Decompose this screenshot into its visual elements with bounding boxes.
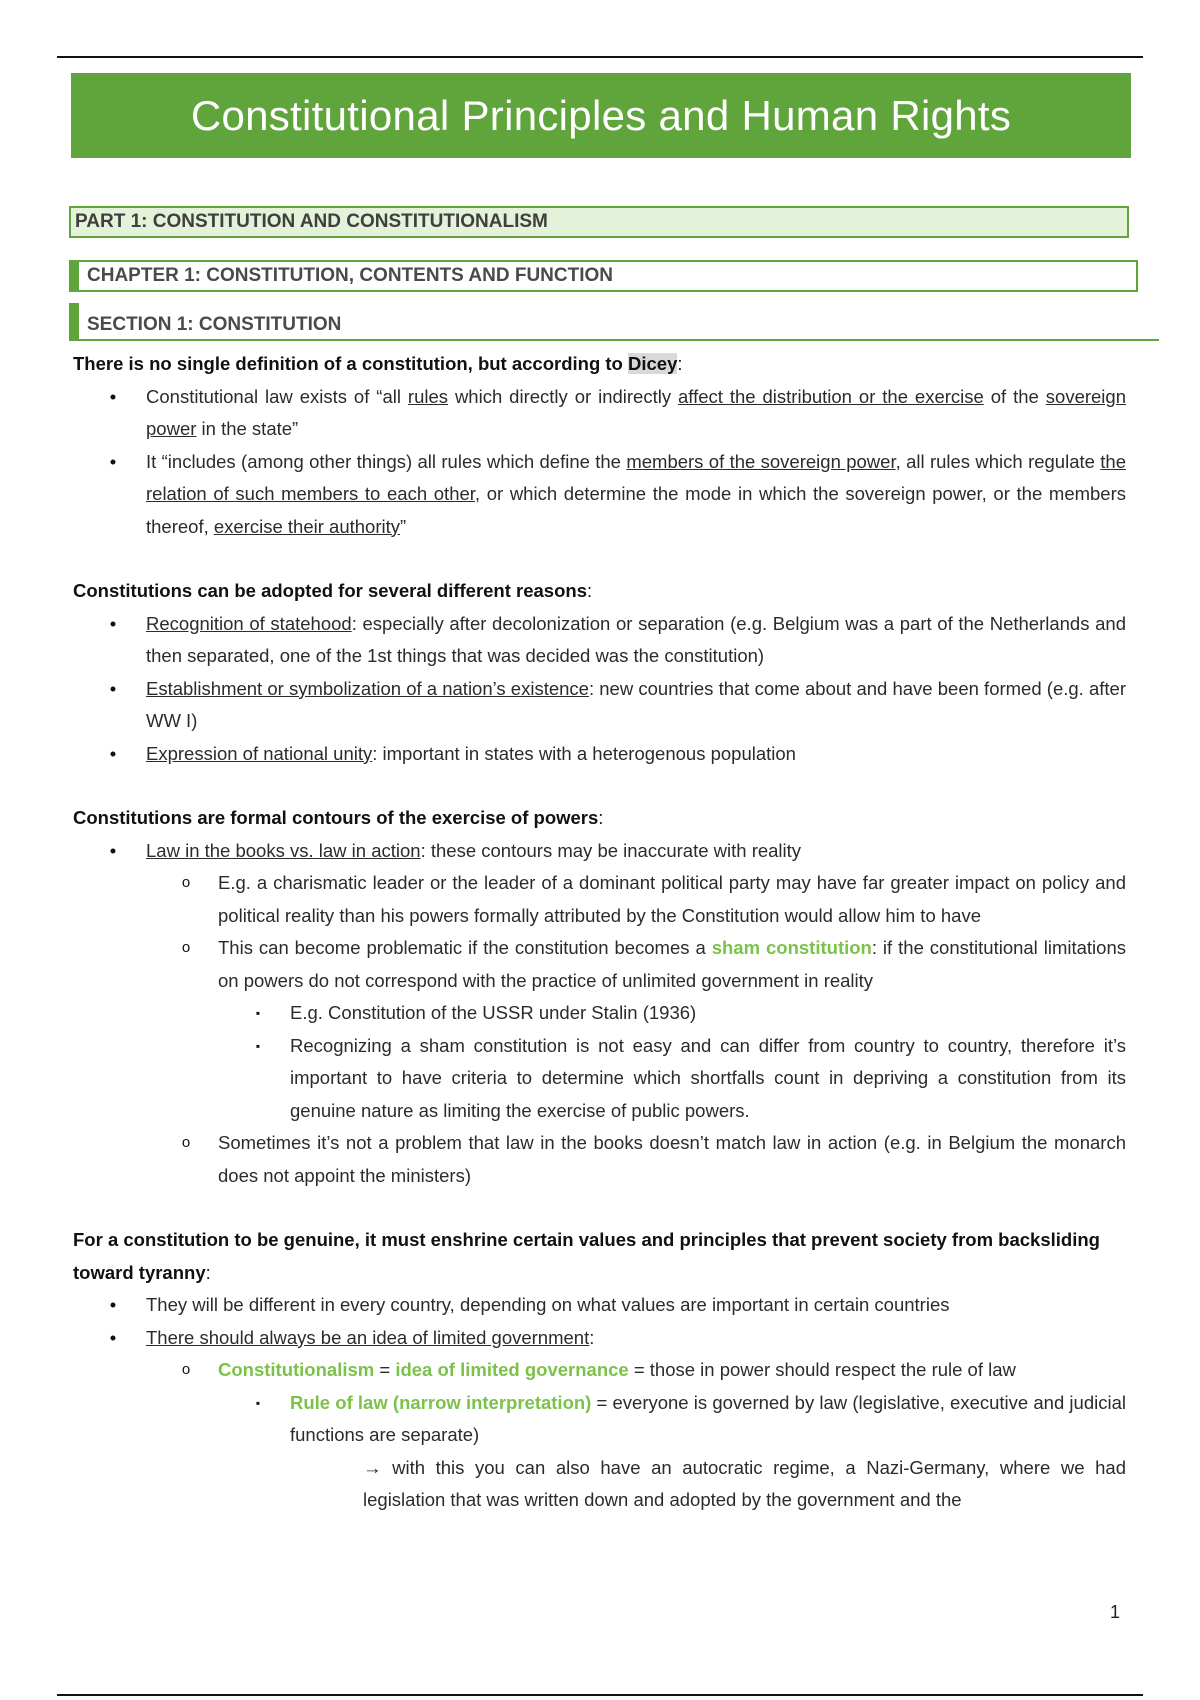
list-item: ▪ Recognizing a sham constitution is not easy and can differ from country to country, therefore it’s important to have criteria to determine which shortfalls count in depriving a constitution from its genuine nature as limiting the exercise of public powers. xyxy=(73,1030,1126,1128)
bullet-circle-icon: o xyxy=(181,1134,191,1151)
genuine-lead: For a constitution to be genuine, it must enshrine certain values and principles that prevent society from backsliding toward tyranny: xyxy=(73,1229,1100,1283)
top-rule xyxy=(57,56,1143,58)
list-item: • There should always be an idea of limited government: xyxy=(73,1322,1126,1355)
list-item: • Recognition of statehood: especially after decolonization or separation (e.g. Belgium was a part of the Netherlands and then separated, one of the 1st things that was decided was the constitution) xyxy=(73,608,1126,673)
bullet-circle-icon: o xyxy=(181,1361,191,1378)
contours-lead: Constitutions are formal contours of the exercise of powers: xyxy=(73,807,604,828)
list-item: • Constitutional law exists of “all rules which directly or indirectly affect the distribution or the exercise of the sovereign power in the state” xyxy=(73,381,1126,446)
bullet-circle-icon: o xyxy=(181,874,191,891)
continuation-note: → with this you can also have an autocratic regime, a Nazi-Germany, where we had legislation that was written down and adopted by the government and the xyxy=(363,1456,1126,1510)
bullet-disc-icon: • xyxy=(109,1294,117,1315)
list-item: • Expression of national unity: important in states with a heterogenous population xyxy=(73,738,1126,771)
document-title: Constitutional Principles and Human Rights xyxy=(71,73,1131,158)
list-item: • Law in the books vs. law in action: these contours may be inaccurate with reality xyxy=(73,835,1126,868)
rule-of-law-term: Rule of law (narrow interpretation) xyxy=(290,1391,592,1413)
constitutionalism-term: Constitutionalism xyxy=(218,1359,375,1380)
document-body xyxy=(73,348,1126,1517)
list-item: • Establishment or symbolization of a nation’s existence: new countries that come about and have been formed (e.g. after WW I) xyxy=(73,673,1126,738)
chapter-heading: CHAPTER 1: CONSTITUTION, CONTENTS AND FUNCTION xyxy=(69,260,1138,292)
bottom-rule xyxy=(57,1694,1143,1696)
bullet-disc-icon: • xyxy=(109,742,117,764)
part-heading: PART 1: CONSTITUTION AND CONSTITUTIONALISM xyxy=(69,206,1129,238)
bullet-disc-icon: • xyxy=(109,385,117,407)
bullet-disc-icon: • xyxy=(109,677,117,699)
list-item: • They will be different in every country, depending on what values are important in certain countries xyxy=(73,1289,1126,1322)
bullet-disc-icon: • xyxy=(109,612,117,634)
list-item: o Sometimes it’s not a problem that law in the books doesn’t match law in action (e.g. in Belgium the monarch does not appoint the ministers) xyxy=(73,1127,1126,1192)
definition-lead: There is no single definition of a constitution, but according to Dicey: xyxy=(73,353,683,374)
dicey-highlight: Dicey xyxy=(628,353,678,374)
bullet-square-icon: ▪ xyxy=(255,1395,261,1410)
page-number: 1 xyxy=(1110,1602,1121,1622)
bullet-circle-icon: o xyxy=(181,939,191,956)
list-item: o E.g. a charismatic leader or the leader of a dominant political party may have far greater impact on policy and political reality than his powers formally attributed by the Constitution would allow him to have xyxy=(73,867,1126,932)
bullet-disc-icon: • xyxy=(109,839,117,861)
list-item: ▪ Rule of law (narrow interpretation) = everyone is governed by law (legislative, executive and judicial functions are separate) xyxy=(73,1387,1126,1452)
limited-governance-term: idea of limited governance xyxy=(395,1359,629,1380)
section-heading: SECTION 1: CONSTITUTION xyxy=(69,303,1159,341)
reasons-lead: Constitutions can be adopted for several different reasons: xyxy=(73,580,593,601)
bullet-square-icon: ▪ xyxy=(255,1006,261,1020)
sham-constitution-term: sham constitution xyxy=(711,937,872,958)
list-item: • It “includes (among other things) all rules which define the members of the sovereign power, all rules which regulate the relation of such members to each other, or which determine the mode in which the sovereign power, or the members thereof, exercise their authority” xyxy=(73,446,1126,544)
list-item: o Constitutionalism = idea of limited governance = those in power should respect the rule of law xyxy=(73,1354,1126,1387)
bullet-square-icon: ▪ xyxy=(255,1038,261,1053)
list-item: o This can become problematic if the constitution becomes a sham constitution: if the constitutional limitations on powers do not correspond with the practice of unlimited government in reality xyxy=(73,932,1126,997)
list-item: ▪ E.g. Constitution of the USSR under Stalin (1936) xyxy=(73,997,1126,1030)
bullet-disc-icon: • xyxy=(109,450,117,472)
bullet-disc-icon: • xyxy=(109,1326,117,1348)
